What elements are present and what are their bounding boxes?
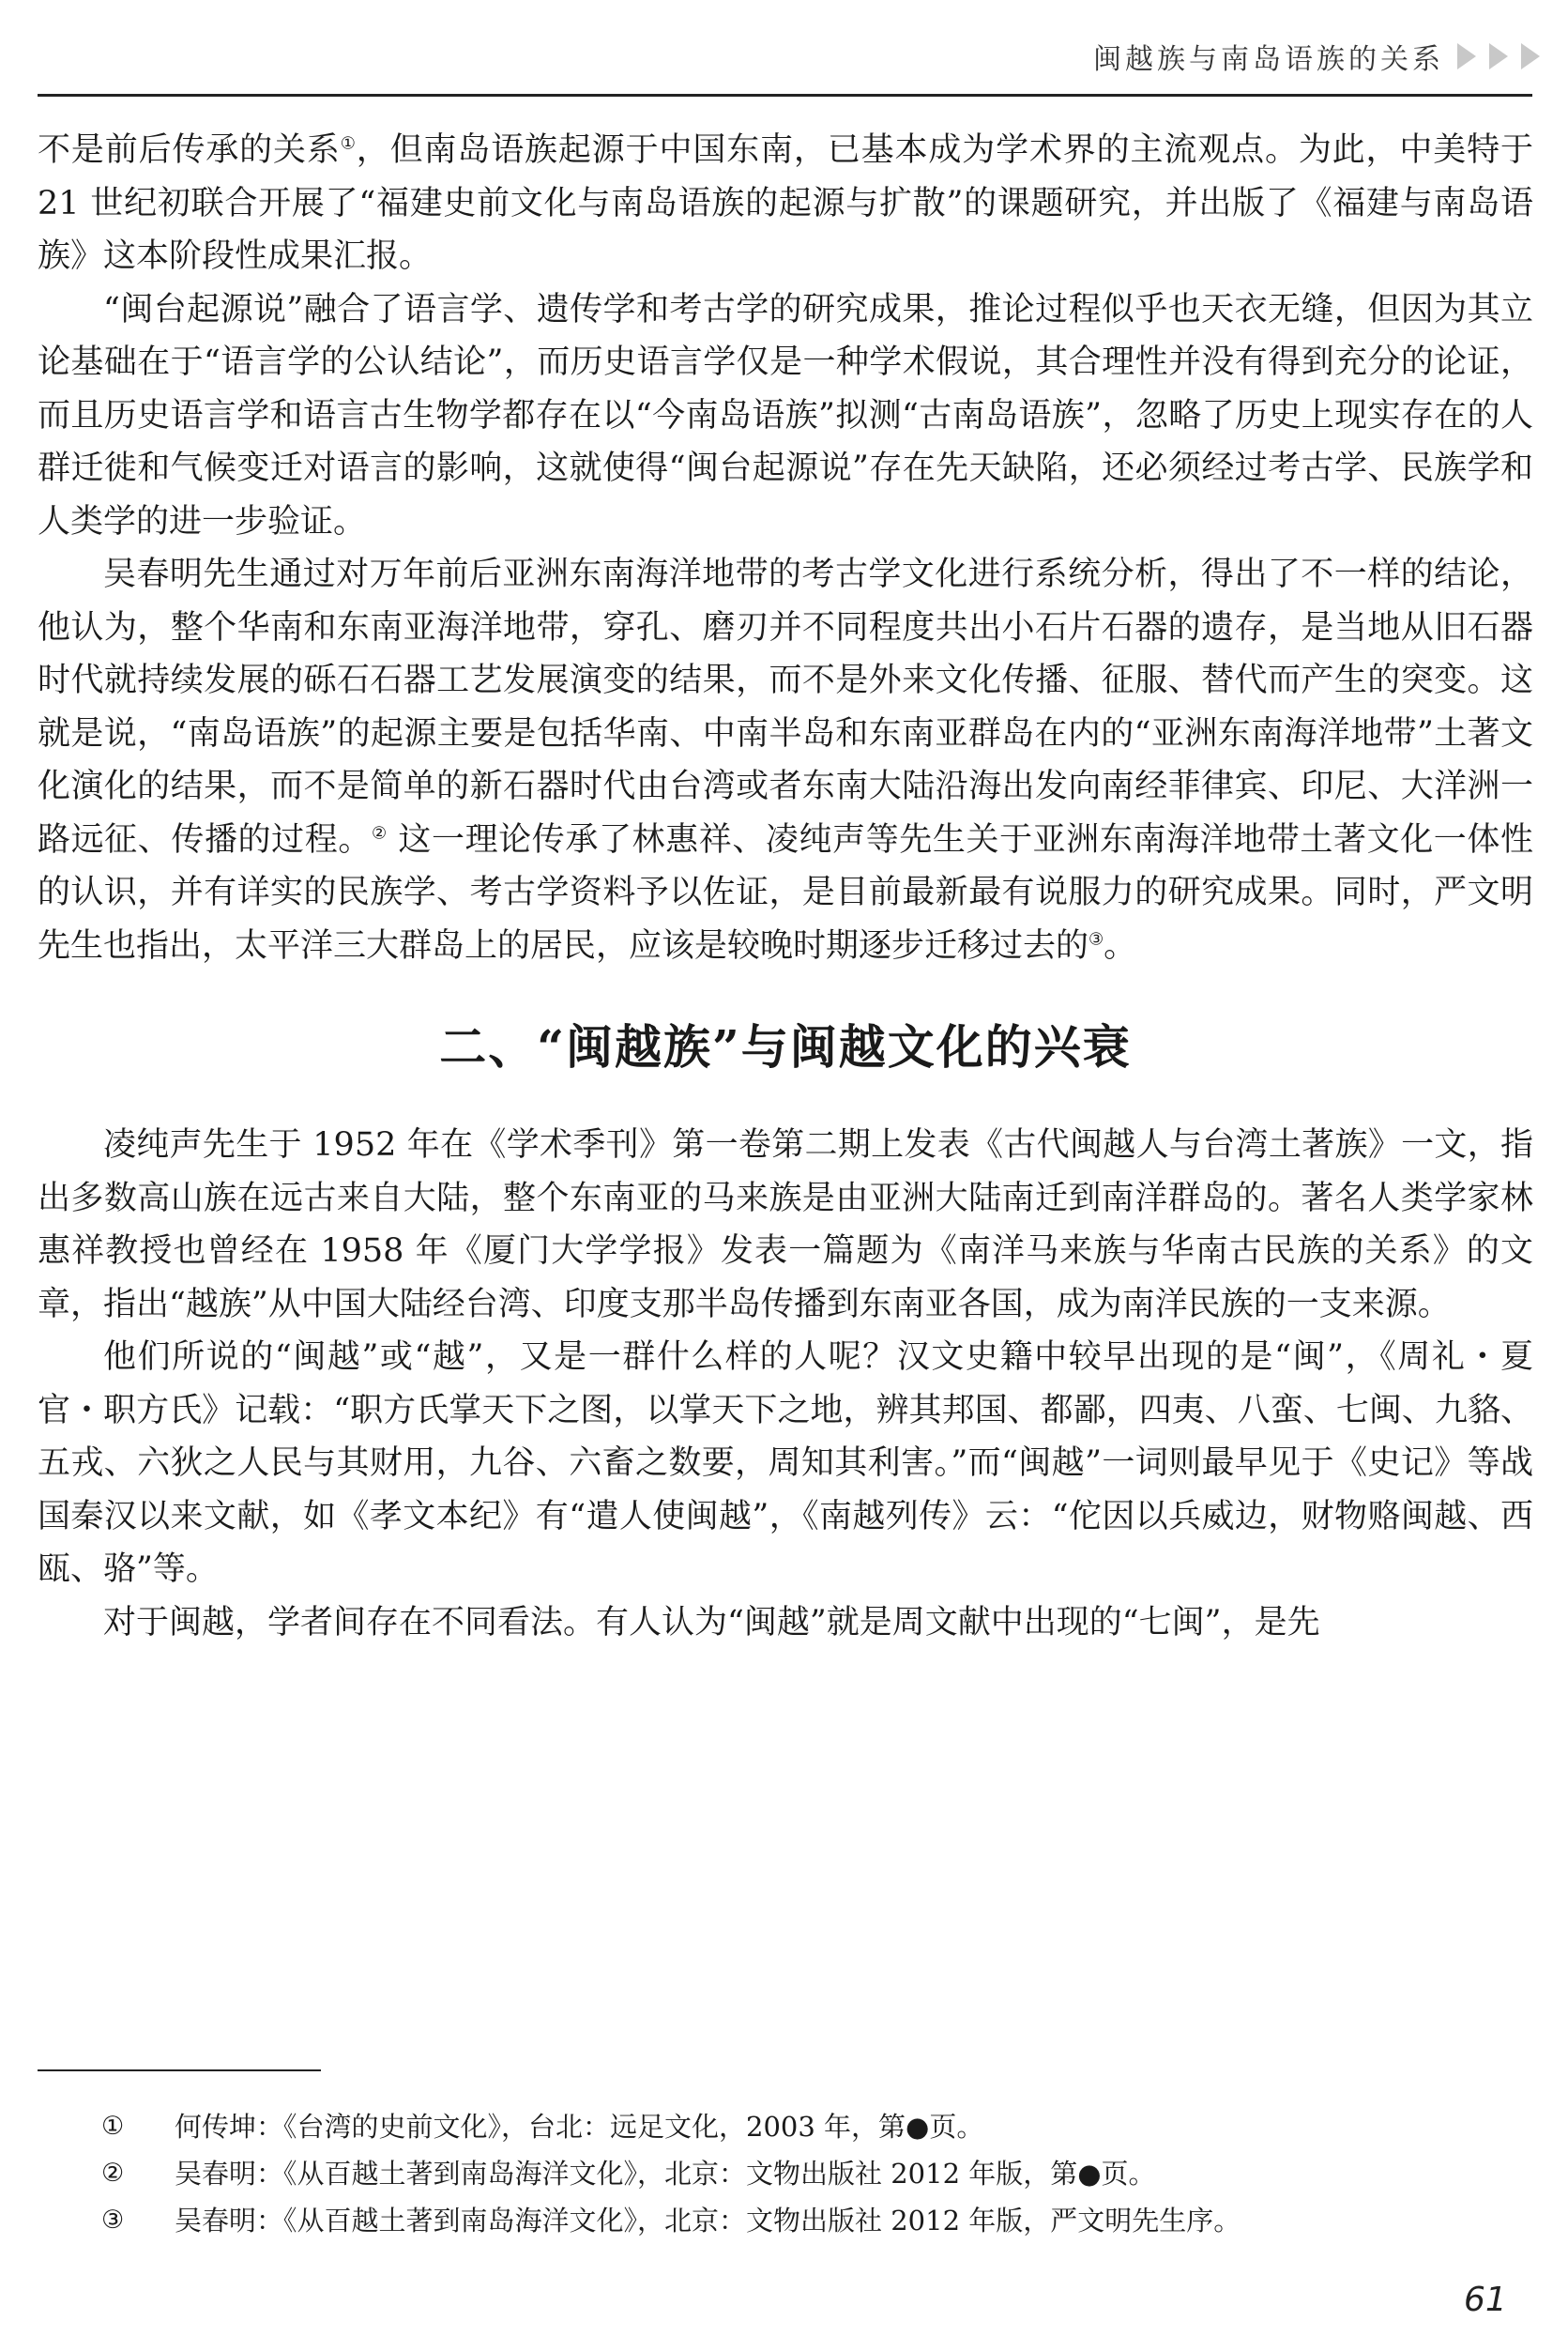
footnote-ref-3[interactable]: ③ [1088,928,1104,949]
footnote-item [38,2199,1533,2242]
footnote-text: 吴春明：《从百越土著到南岛海洋文化》，北京：文物出版社 2012 年版，严文明先生序。 [175,2205,1241,2237]
footnotes [38,2105,1533,2246]
header-rule [38,94,1532,97]
running-header [1093,28,1540,84]
paragraph-6: 对于闽越，学者间存在不同看法。有人认为“闽越”就是周文献中出现的“七闽”，是先 [103,1603,1320,1641]
main-body [38,124,1533,1649]
triangle-arrow-icon [1489,43,1508,69]
paragraph-1: 不是前后传承的关系①，但南岛语族起源于中国东南，已基本成为学术界的主流观点。为此，中美特于 21 世纪初联合开展了“福建史前文化与南岛语族的起源与扩散”的课题研究，并出版了《福建与南岛语族》这本阶段性成果汇报。 [38,131,1533,275]
footnote-rule [38,2069,321,2071]
footnote-item [38,2105,1533,2148]
running-title: 闽越族与南岛语族的关系 [1093,43,1444,76]
footnote-mark: ① [101,2112,125,2141]
paragraph-4: 凌纯声先生于 1952 年在《学术季刊》第一卷第二期上发表《古代闽越人与台湾土著族》一文，指出多数高山族在远古来自大陆，整个东南亚的马来族是由亚洲大陆南迁到南洋群岛的。著名人类学家林惠祥教授也曾经在 1958 年《厦门大学学报》发表一篇题为《南洋马来族与华南古民族的关系》的文章，指出“越族”从中国大陆经台湾、印度支那半岛传播到东南亚各国，成为南洋民族的一支来源。 [38,1126,1533,1323]
footnote-mark: ② [101,2159,125,2188]
paragraph-3: 吴春明先生通过对万年前后亚洲东南海洋地带的考古学文化进行系统分析，得出了不一样的结论，他认为，整个华南和东南亚海洋地带，穿孔、磨刃并不同程度共出小石片石器的遗存，是当地从旧石器时代就持续发展的砾石石器工艺发展演变的结果，而不是外来文化传播、征服、替代而产生的突变。这就是说，“南岛语族”的起源主要是包括华南、中南半岛和东南亚群岛在内的“亚洲东南海洋地带”土著文化演化的结果，而不是简单的新石器时代由台湾或者东南大陆沿海出发向南经菲律宾、印尼、大洋洲一路远征、传播的过程。② 这一理论传承了林惠祥、凌纯声等先生关于亚洲东南海洋地带土著文化一体性的认识，并有详实的民族学、考古学资料予以佐证，是目前最新最有说服力的研究成果。同时，严文明先生也指出，太平洋三大群岛上的居民，应该是较晚时期逐步迁移过去的③。 [38,556,1533,965]
triangle-arrow-icon [1457,43,1476,69]
footnote-text: 吴春明：《从百越土著到南岛海洋文化》，北京：文物出版社 2012 年版，第●页。 [175,2158,1156,2190]
footnote-item [38,2152,1533,2195]
footnote-mark: ③ [101,2206,125,2235]
paragraph-5: 他们所说的“闽越”或“越”，又是一群什么样的人呢？汉文史籍中较早出现的是“闽”，《周礼・夏官・职方氏》记载：“职方氏掌天下之图，以掌天下之地，辨其邦国、都鄙，四夷、八蛮、七闽、九貉、五戎、六狄之人民与其财用，九谷、六畜之数要，周知其利害。”而“闽越”一词则最早见于《史记》等战国秦汉以来文献，如《孝文本纪》有“遣人使闽越”，《南越列传》云：“佗因以兵威边，财物赂闽越、西瓯、骆”等。 [38,1338,1533,1588]
triangle-arrow-icon [1521,43,1540,69]
section-heading: 二、“闽越族”与闽越文化的兴衰 [439,1019,1132,1075]
paragraph-2: “闽台起源说”融合了语言学、遗传学和考古学的研究成果，推论过程似乎也天衣无缝，但因为其立论基础在于“语言学的公认结论”，而历史语言学仅是一种学术假说，其合理性并没有得到充分的论证，而且历史语言学和语言古生物学都存在以“今南岛语族”拟测“古南岛语族”，忽略了历史上现实存在的人群迁徙和气候变迁对语言的影响，这就使得“闽台起源说”存在先天缺陷，还必须经过考古学、民族学和人类学的进一步验证。 [38,290,1533,541]
footnote-text: 何传坤：《台湾的史前文化》，台北：远足文化，2003 年，第●页。 [175,2111,984,2143]
footnote-ref-1[interactable]: ① [340,133,357,154]
page-number: 61 [1464,2281,1507,2319]
footnote-ref-2[interactable]: ② [371,822,388,843]
